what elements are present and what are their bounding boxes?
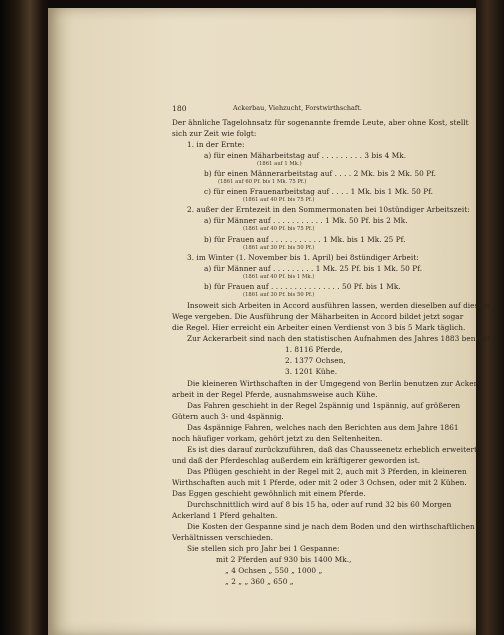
running-title: Ackerbau, Viehzucht, Forstwirthschaft. [233,104,362,112]
text-line: Insoweit sich Arbeiten in Accord ausführen lassen, werden dieselben auf diesem [187,301,490,310]
text-line: a) für einen Mäharbeitstag auf . . . . . . . . . 3 bis 4 Mk. [204,151,407,160]
text-line: 1. 8116 Pferde, [285,345,343,354]
text-line: Das 4spännige Fahren, welches nach den Berichten aus dem Jahre 1861 [187,423,459,432]
text-line: 3. 1201 Kühe. [285,367,338,376]
text-line: Ackerland 1 Pferd gehalten. [172,511,278,520]
text-line: Die Kosten der Gespanne sind je nach dem Boden und den wirthschaftlichen [187,522,475,531]
book-binding-edge [0,0,50,635]
text-line: mit 2 Pferden auf 930 bis 1400 Mk., [216,555,352,564]
text-line: arbeit in der Regel Pferde, ausnahmsweise auch Kühe. [172,390,378,399]
text-line: b) für einen Männerarbeitstag auf . . . . 2 Mk. bis 2 Mk. 50 Pf. [204,169,437,178]
text-line: 2. außer der Erntezeit in den Sommermonaten bei 10stündiger Arbeitszeit: [187,205,470,214]
text-line: Die kleineren Wirthschaften in der Umgegend von Berlin benutzen zur Acker- [187,379,480,388]
text-line: Gütern auch 3- und 4spännig. [172,412,284,421]
text-line: „ 2 „ „ 360 „ 650 „ [225,577,294,586]
facing-page-edge [476,0,504,635]
text-line: Verhältnissen verschieden. [172,533,274,542]
text-line: Das Eggen geschieht gewöhnlich mit einem Pferde. [172,489,366,498]
text-line: Sie stellen sich pro Jahr bei 1 Gespanne: [187,544,340,553]
text-line: noch häufiger vorkam, gehört jetzt zu den Seltenheiten. [172,434,383,443]
text-line: b) für Frauen auf . . . . . . . . . . . . . . . 50 Pf. bis 1 Mk. [204,282,401,291]
note-line: (1861 auf 40 Pf. bis 1 Mk.) [243,274,315,280]
text-line: b) für Frauen auf . . . . . . . . . . . 1 Mk. bis 1 Mk. 25 Pf. [204,235,406,244]
text-line: Wege vergeben. Die Ausführung der Mäharbeiten in Accord bildet jetzt sogar [172,312,464,321]
note-line: (1861 auf 30 Pf. bis 50 Pf.) [243,245,315,251]
note-line: (1861 auf 1 Mk.) [257,161,302,167]
page-number: 180 [172,104,187,113]
text-line: 3. im Winter (1. November bis 1. April) bei 8stündiger Arbeit: [187,253,419,262]
text-line: 1. in der Ernte: [187,140,245,149]
text-line: a) für Männer auf . . . . . . . . . . . 1 Mk. 50 Pf. bis 2 Mk. [204,216,408,225]
text-line: Das Pflügen geschieht in der Regel mit 2, auch mit 3 Pferden, in kleineren [187,467,467,476]
text-line: Der ähnliche Tagelohnsatz für sogenannte fremde Leute, aber ohne Kost, stellt [172,118,469,127]
text-line: a) für Männer auf . . . . . . . . . 1 Mk. 25 Pf. bis 1 Mk. 50 Pf. [204,264,423,273]
text-line: Wirthschaften auch mit 1 Pferde, oder mit 2 oder 3 Ochsen, oder mit 2 Kühen. [172,478,467,487]
text-line: 2. 1377 Ochsen, [285,356,346,365]
note-line: (1861 auf 40 Pf. bis 75 Pf.) [243,226,315,232]
text-line: die Regel. Hier erreicht ein Arbeiter einen Verdienst von 3 bis 5 Mark täglich. [172,323,466,332]
text-line: Zur Ackerarbeit sind nach den statistischen Aufnahmen des Jahres 1883 benutzt: [187,334,493,343]
text-line: c) für einen Frauenarbeitstag auf . . . . 1 Mk. bis 1 Mk. 50 Pf. [204,187,434,196]
text-line: „ 4 Ochsen „ 550 „ 1000 „ [225,566,323,575]
text-line: Es ist dies darauf zurückzuführen, daß das Chausseenetz erheblich erweitert [187,445,477,454]
note-line: (1861 auf 40 Pf. bis 75 Pf.) [243,197,315,203]
text-line: Das Fahren geschieht in der Regel 2spännig und 1spännig, auf größeren [187,401,461,410]
text-line: und daß der Pferdeschlag außerdem ein kräftigerer geworden ist. [172,456,421,465]
text-line: sich zur Zeit wie folgt: [172,129,257,138]
note-line: (1861 auf 30 Pf. bis 50 Pf.) [243,292,315,298]
text-line: Durchschnittlich wird auf 8 bis 15 ha, oder auf rund 32 bis 60 Morgen [187,500,452,509]
note-line: (1861 auf 60 Pf. bis 1 Mk. 75 Pf.) [218,179,307,185]
